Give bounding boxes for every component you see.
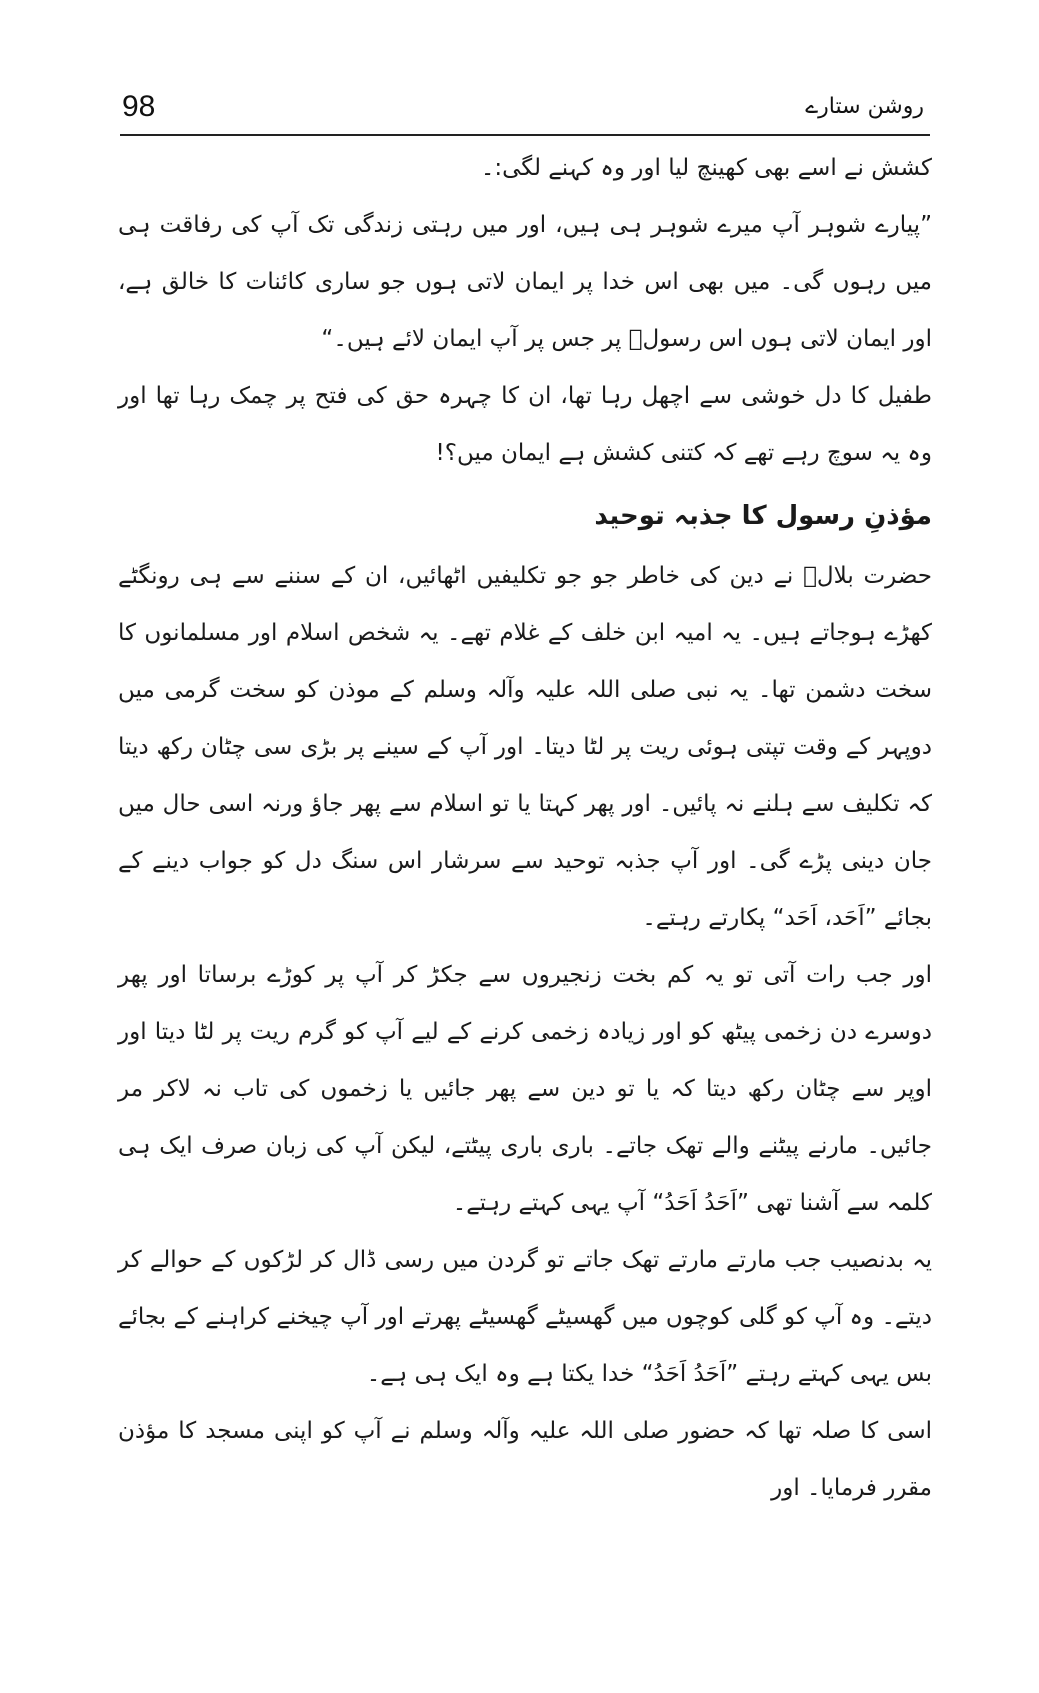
- paragraph-3: طفیل کا دل خوشی سے اچھل رہا تھا، ان کا چہرہ حق کی فتح پر چمک رہا تھا اور وہ یہ سوچ رہے تھے کہ کتنی کشش ہے ایمان میں؟!: [118, 383, 932, 466]
- paragraph-2: ”پیارے شوہر آپ میرے شوہر ہی ہیں، اور میں رہتی زندگی تک آپ کی رفاقت ہی میں رہوں گی۔ میں بھی اس خدا پر ایمان لاتی ہوں جو ساری کائنات کا خالق ہے، اور ایمان لاتی ہوں اس رسولؐ پر جس پر آپ ایمان لائے ہیں۔“: [118, 212, 932, 352]
- paragraph-6: یہ بدنصیب جب مارتے مارتے تھک جاتے تو گردن میں رسی ڈال کر لڑکوں کے حوالے کر دیتے۔ وہ آپ کو گلی کوچوں میں گھسیٹے گھسیٹے پھرتے اور آپ چیخنے کراہنے کے بجائے بس یہی کہتے رہتے ”اَحَدُ اَحَدُ“ خدا یکتا ہے وہ ایک ہی ہے۔: [118, 1247, 932, 1387]
- header-rule: [120, 134, 930, 136]
- paragraph-5: اور جب رات آتی تو یہ کم بخت زنجیروں سے جکڑ کر آپ پر کوڑے برساتا اور پھر دوسرے دن زخمی پیٹھ کو اور زیادہ زخمی کرنے کے لیے آپ کو گرم ریت پر لٹا دیتا اور اوپر سے چٹان رکھ دیتا کہ یا تو دین سے پھر جائیں یا زخموں کی تاب نہ لاکر مر جائیں۔ مارنے پیٹنے والے تھک جاتے۔ باری باری پیٹتے، لیکن آپ کی زبان صرف ایک ہی کلمہ سے آشنا تھی ”اَحَدُ اَحَدُ“ آپ یہی کہتے رہتے۔: [118, 962, 932, 1216]
- page-body: [118, 140, 932, 1517]
- book-title: روشن ستارے: [805, 94, 924, 119]
- section-heading: مؤذنِ رسول کا جذبہ توحید: [594, 501, 932, 531]
- paragraph-1: کشش نے اسے بھی کھینچ لیا اور وہ کہنے لگی:۔: [480, 155, 932, 181]
- page-header: [120, 88, 930, 136]
- paragraph-4: حضرت بلالؓ نے دین کی خاطر جو جو تکلیفیں اٹھائیں، ان کے سننے سے ہی رونگٹے کھڑے ہوجاتے ہیں۔ یہ امیہ ابن خلف کے غلام تھے۔ یہ شخص اسلام اور مسلمانوں کا سخت دشمن تھا۔ یہ نبی صلی اللہ علیہ وآلہ وسلم کے موذن کو سخت گرمی میں دوپہر کے وقت تپتی ہوئی ریت پر لٹا دیتا۔ اور آپ کے سینے پر بڑی سی چٹان رکھ دیتا کہ تکلیف سے ہلنے نہ پائیں۔ اور پھر کہتا یا تو اسلام سے پھر جاؤ ورنہ اسی حال میں جان دینی پڑے گی۔ اور آپ جذبہ توحید سے سرشار اس سنگ دل کو جواب دینے کے بجائے ”اَحَد، اَحَد“ پکارتے رہتے۔: [118, 563, 932, 931]
- paragraph-7: اسی کا صلہ تھا کہ حضور صلی اللہ علیہ وآلہ وسلم نے آپ کو اپنی مسجد کا مؤذن مقرر فرمایا۔ اور: [118, 1418, 932, 1501]
- page-number: 98: [122, 90, 156, 123]
